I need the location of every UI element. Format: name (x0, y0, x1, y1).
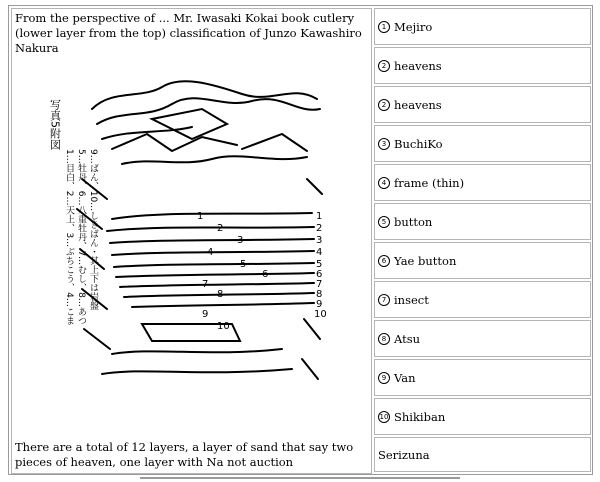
layer-row-11 (374, 398, 591, 435)
layer-label: frame (thin) (394, 175, 465, 190)
layer-label: Serizuna (378, 447, 430, 462)
layer-label-right-9: 9 (316, 299, 323, 310)
layer-label-right-3: 3 (316, 235, 323, 246)
layer-row-1 (374, 8, 591, 45)
circled-number: 3 (378, 138, 390, 150)
layer-label-left-3: 3 (237, 235, 244, 246)
layer-label-left-2: 2 (217, 223, 224, 234)
circled-number: 1 (378, 21, 390, 33)
layer-label: Yae button (394, 253, 457, 268)
layer-row-4 (374, 125, 591, 162)
layer-label-left-1: 1 (197, 211, 204, 222)
figure-footer-note: There are a total of 12 layers, a layer of sand that say two pieces of heaven, one layer with Na not auction (15, 440, 354, 469)
layer-row-9 (374, 320, 591, 357)
circled-number: 8 (378, 333, 390, 345)
circled-number: 2 (378, 99, 390, 111)
layer-label-left-4: 4 (207, 247, 214, 258)
layer-label: Van (394, 370, 416, 385)
circled-number: 5 (378, 216, 390, 228)
layer-label: BuchiKo (394, 136, 443, 151)
layer-label: Atsu (394, 331, 421, 346)
layer-label-left-9: 9 (202, 309, 209, 320)
layer-row-3 (374, 86, 591, 123)
layer-label-right-1: 1 (316, 211, 323, 222)
content-table (8, 5, 593, 475)
layer-row-12 (374, 437, 591, 472)
layer-label-left-7: 7 (202, 279, 209, 290)
layer-row-5 (374, 164, 591, 201)
circled-number: 10 (379, 412, 389, 421)
layer-label-right-5: 5 (316, 259, 323, 270)
layer-row-6 (374, 203, 591, 240)
figure-caption: From the perspective of ... Mr. Iwasaki Kokai book cutlery (lower layer from the top) classification of Junzo Kawashiro Nakura (15, 11, 362, 55)
circled-number: 2 (378, 60, 390, 72)
layer-row-8 (374, 281, 591, 318)
figure-cell (11, 8, 372, 474)
layer-label-right-8: 8 (316, 289, 323, 300)
strata-sketch-figure (48, 79, 327, 399)
vertical-title: 写真5附図 (48, 99, 62, 150)
layer-label-right-6: 6 (316, 269, 323, 280)
layer-label-left-10: 10 (217, 321, 230, 332)
layer-row-7 (374, 242, 591, 279)
layer-label-left-5: 5 (240, 259, 247, 270)
layer-row-2 (374, 47, 591, 84)
circled-number: 4 (378, 177, 390, 189)
layer-label-right-4: 4 (316, 247, 323, 258)
layer-label: Mejiro (394, 19, 433, 34)
vertical-note-3: 9…ばん、10…しきばん・其上下は岩盤 (88, 149, 98, 311)
layer-label-right-10: 10 (314, 309, 327, 320)
vertical-note-1: 1…目白、2…天上、3…ぶちこう、4…こま (64, 149, 74, 325)
layer-label: button (394, 214, 433, 229)
circled-number: 6 (378, 255, 390, 267)
layer-label-left-8: 8 (217, 289, 224, 300)
layer-label: insect (394, 292, 429, 307)
layer-label: heavens (394, 97, 442, 112)
circled-number: 7 (378, 294, 390, 306)
layer-label: Shikiban (394, 409, 446, 424)
layer-label-right-2: 2 (316, 223, 323, 234)
layer-label-right-7: 7 (316, 279, 323, 290)
layer-row-10 (374, 359, 591, 396)
circled-number: 9 (378, 372, 390, 384)
layer-label: heavens (394, 58, 442, 73)
vertical-note-2: 5…牡丹、6…八重牡丹、7…むし、8…あつ (76, 149, 86, 325)
bottom-divider (140, 477, 460, 479)
layer-label-left-6: 6 (262, 269, 269, 280)
